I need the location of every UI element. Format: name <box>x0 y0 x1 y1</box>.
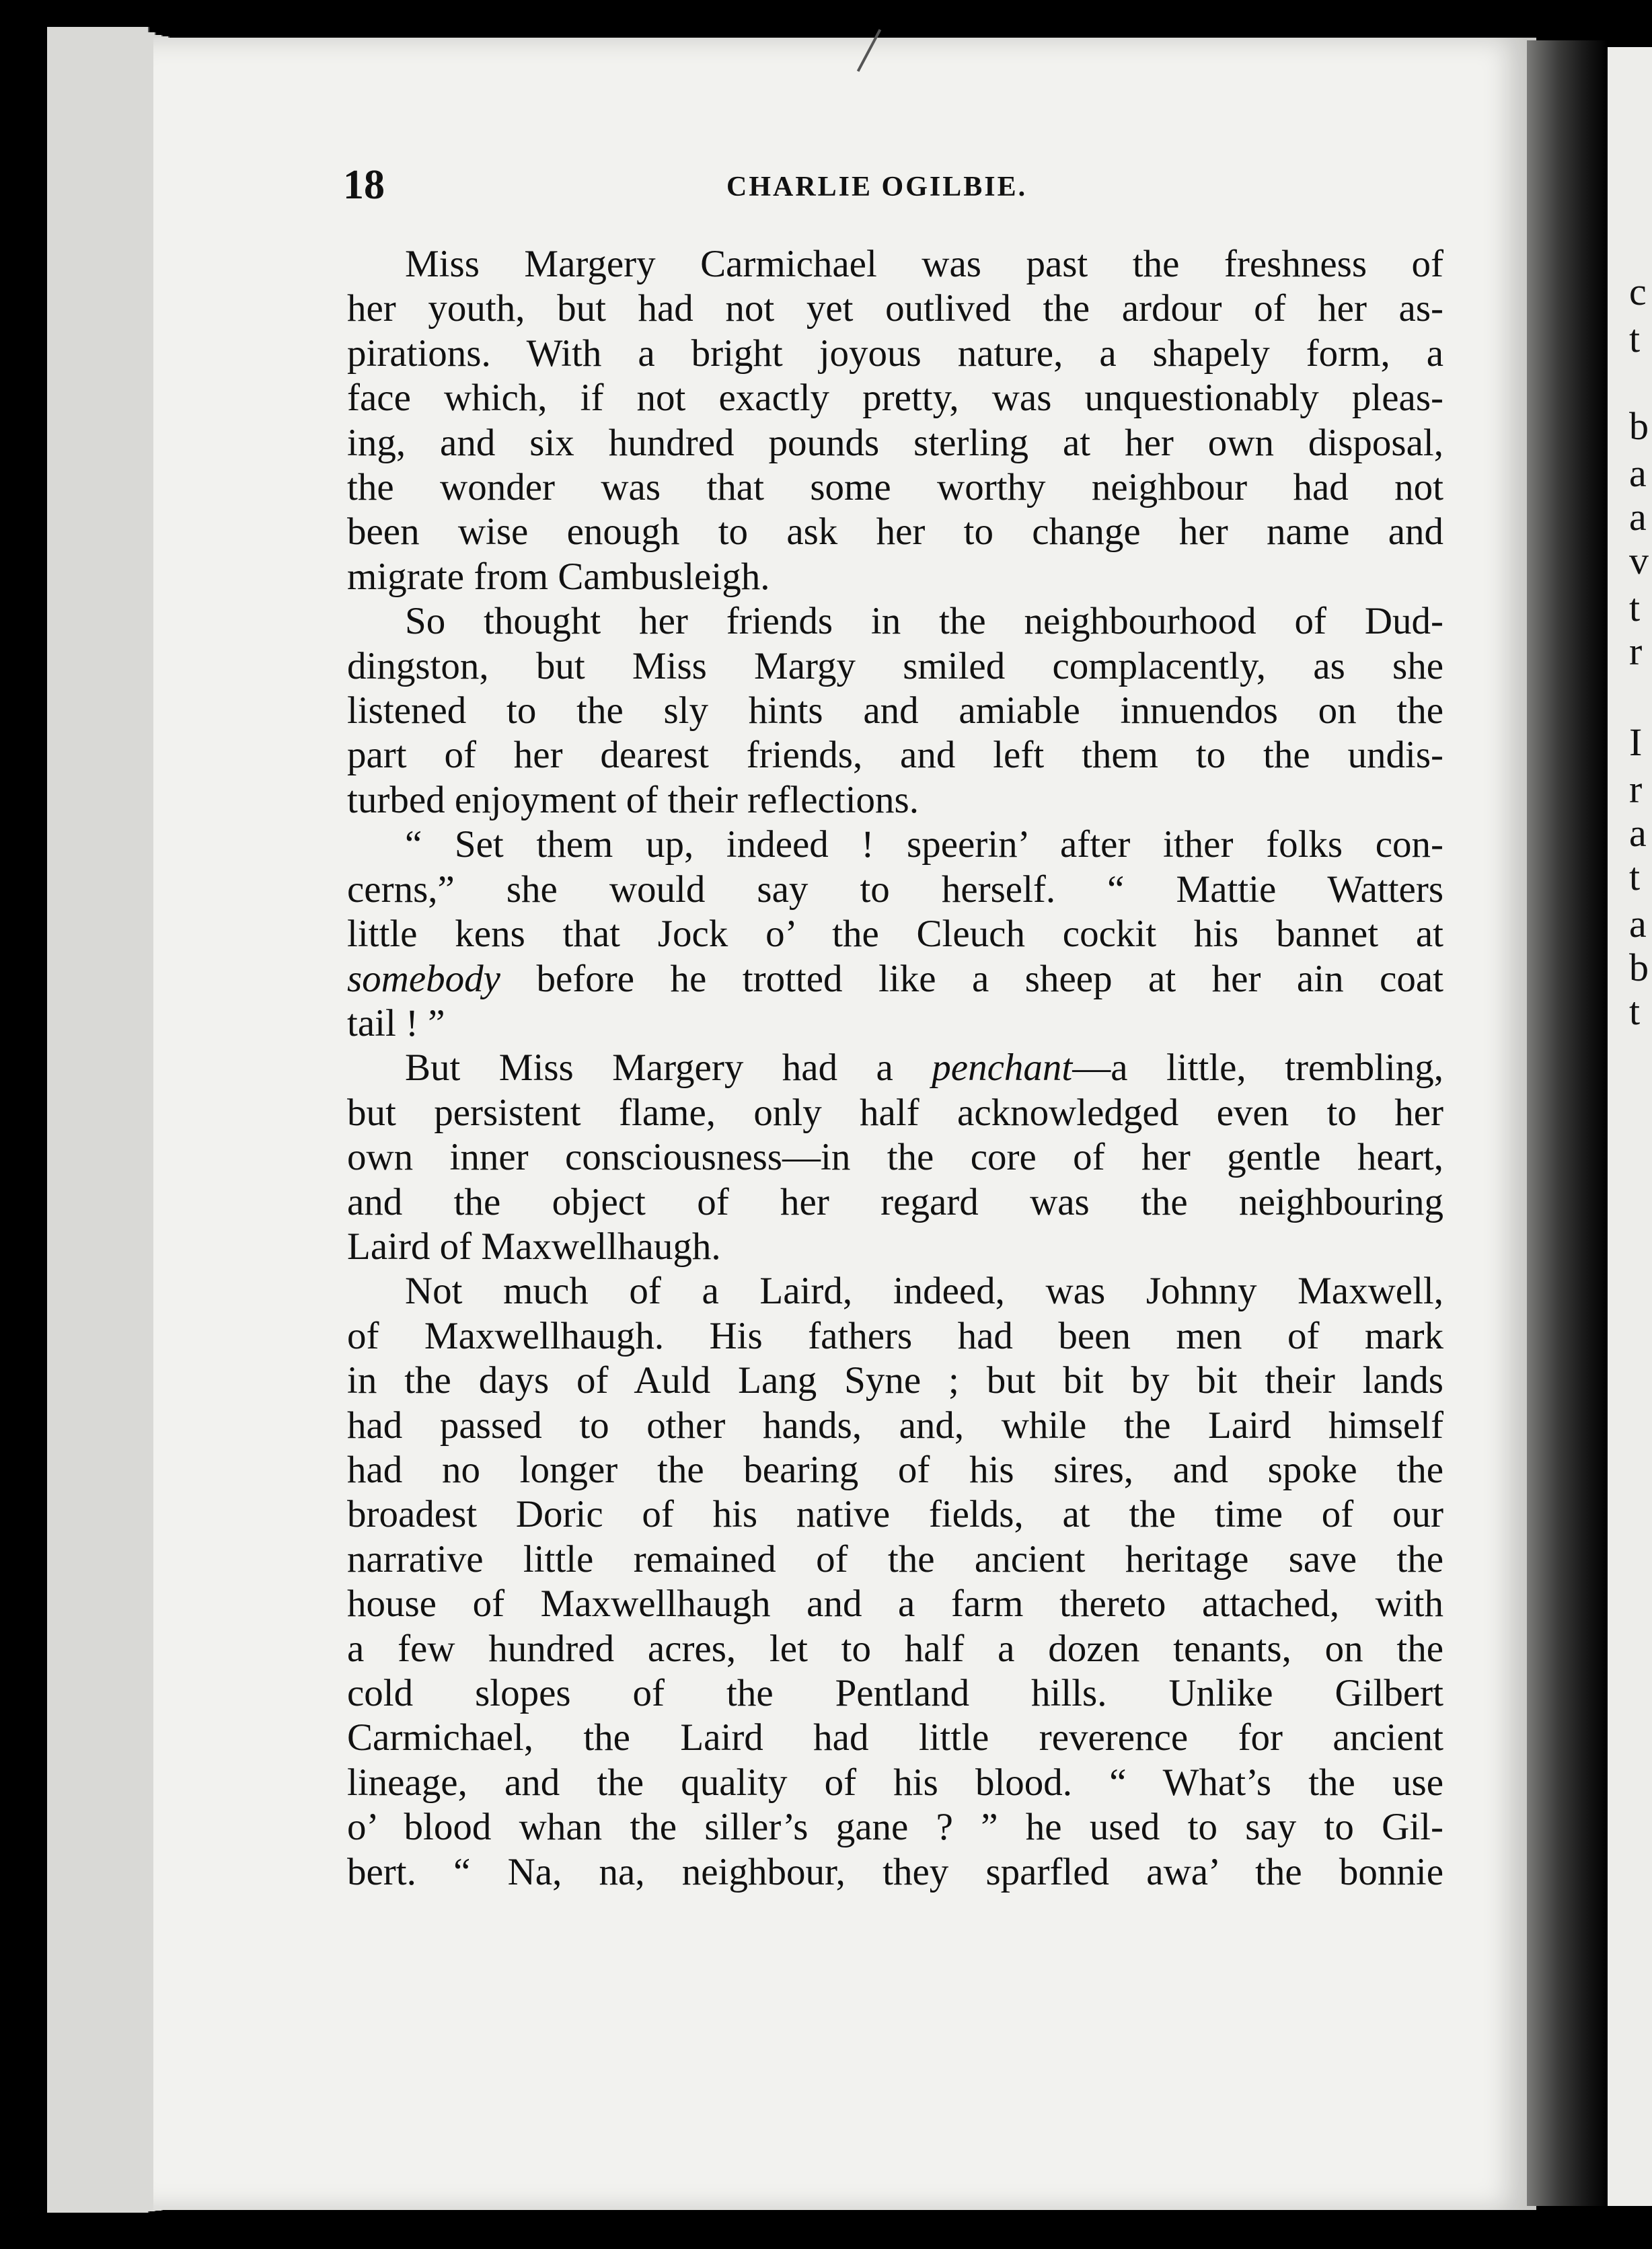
facing-page-fragment: t <box>1629 317 1641 360</box>
text-line: but persistent flame, only half acknowledged even to her <box>347 1091 1443 1134</box>
text-line: Laird of Maxwellhaugh. <box>347 1225 721 1268</box>
text-line: had no longer the bearing of his sires, and spoke the <box>347 1448 1443 1491</box>
facing-page-edge <box>1608 47 1652 2206</box>
text-line: a few hundred acres, let to half a dozen tenants, on the <box>347 1627 1443 1670</box>
text-line: in the days of Auld Lang Syne ; but bit by bit their lands <box>347 1359 1443 1402</box>
text-line: Carmichael, the Laird had little reverence for ancient <box>347 1716 1443 1759</box>
text-line: cerns,” she would say to herself. “ Mattie Watters <box>347 868 1443 911</box>
italic-word: penchant <box>932 1046 1073 1090</box>
text-fragment: —a little, trembling, <box>1072 1046 1443 1090</box>
page-header <box>343 161 1446 215</box>
facing-page-fragment: a <box>1629 495 1647 539</box>
facing-page-fragment: c <box>1629 270 1647 313</box>
text-line: tail ! ” <box>347 1001 445 1044</box>
text-line: house of Maxwellhaugh and a farm thereto attached, with <box>347 1583 1443 1626</box>
facing-page-fragment: a <box>1629 811 1647 855</box>
text-line: her youth, but had not yet outlived the ardour of her as- <box>347 287 1443 330</box>
text-line: been wise enough to ask her to change her name and <box>347 510 1443 554</box>
text-line: “ Set them up, indeed ! speerin’ after ither folks con- <box>405 823 1443 866</box>
facing-page-fragment: t <box>1629 989 1641 1033</box>
facing-page-fragment: a <box>1629 451 1647 495</box>
text-line: So thought her friends in the neighbourhood of Dud- <box>405 600 1443 643</box>
text-line: pirations. With a bright joyous nature, a shapely form, a <box>347 332 1443 375</box>
facing-page-fragment: r <box>1629 767 1643 811</box>
text-line: broadest Doric of his native fields, at the time of our <box>347 1493 1443 1536</box>
text-line: own inner consciousness—in the core of her gentle heart, <box>347 1136 1443 1179</box>
facing-page-fragment: t <box>1629 586 1641 630</box>
italic-word: somebody <box>347 957 500 1000</box>
running-title: CHARLIE OGILBIE. <box>726 171 1028 202</box>
text-line-with-italic <box>347 1046 1443 1090</box>
facing-page-fragment: b <box>1629 404 1649 448</box>
text-line: narrative little remained of the ancient heritage save the <box>347 1537 1443 1580</box>
text-line: migrate from Cambusleigh. <box>347 555 770 598</box>
text-fragment: before he trotted like a sheep at her ain coat <box>536 957 1443 1000</box>
text-line: of Maxwellhaugh. His fathers had been men of mark <box>347 1314 1443 1357</box>
text-line: lineage, and the quality of his blood. “ What’s the use <box>347 1761 1443 1804</box>
text-line: cold slopes of the Pentland hills. Unlike Gilbert <box>347 1672 1443 1714</box>
text-line: and the object of her regard was the neighbouring <box>347 1180 1443 1223</box>
text-line: bert. “ Na, na, neighbour, they sparfled awa’ the bonnie <box>347 1850 1443 1893</box>
text-line: listened to the sly hints and amiable innuendos on the <box>347 689 1443 732</box>
page-number: 18 <box>343 162 385 208</box>
book-gutter <box>1527 40 1608 2206</box>
facing-page-fragment: t <box>1629 855 1641 899</box>
text-line: the wonder was that some worthy neighbour had not <box>347 466 1443 509</box>
text-line-with-italic <box>347 957 1443 1001</box>
text-line: little kens that Jock o’ the Cleuch cockit his bannet at <box>347 913 1443 956</box>
text-line: Not much of a Laird, indeed, was Johnny Maxwell, <box>405 1270 1443 1313</box>
text-fragment: But Miss Margery had a <box>405 1046 893 1090</box>
text-line: o’ blood whan the siller’s gane ? ” he used to say to Gil- <box>347 1806 1443 1849</box>
text-line: dingston, but Miss Margy smiled complacently, as she <box>347 644 1443 687</box>
text-line: face which, if not exactly pretty, was unquestionably pleas- <box>347 377 1443 420</box>
text-line: ing, and six hundred pounds sterling at her own disposal, <box>347 421 1443 464</box>
body-text <box>347 242 1443 1895</box>
text-line: Miss Margery Carmichael was past the freshness of <box>405 243 1443 285</box>
text-line: turbed enjoyment of their reflections. <box>347 778 919 821</box>
facing-page-fragment: I <box>1629 720 1643 764</box>
facing-page-fragment: v <box>1629 539 1649 582</box>
text-line: had passed to other hands, and, while the Laird himself <box>347 1404 1443 1447</box>
facing-page-fragment: r <box>1629 630 1643 673</box>
text-line: part of her dearest friends, and left them to the undis- <box>347 734 1443 777</box>
facing-page-fragment: a <box>1629 902 1647 946</box>
facing-page-fragment: b <box>1629 946 1649 989</box>
